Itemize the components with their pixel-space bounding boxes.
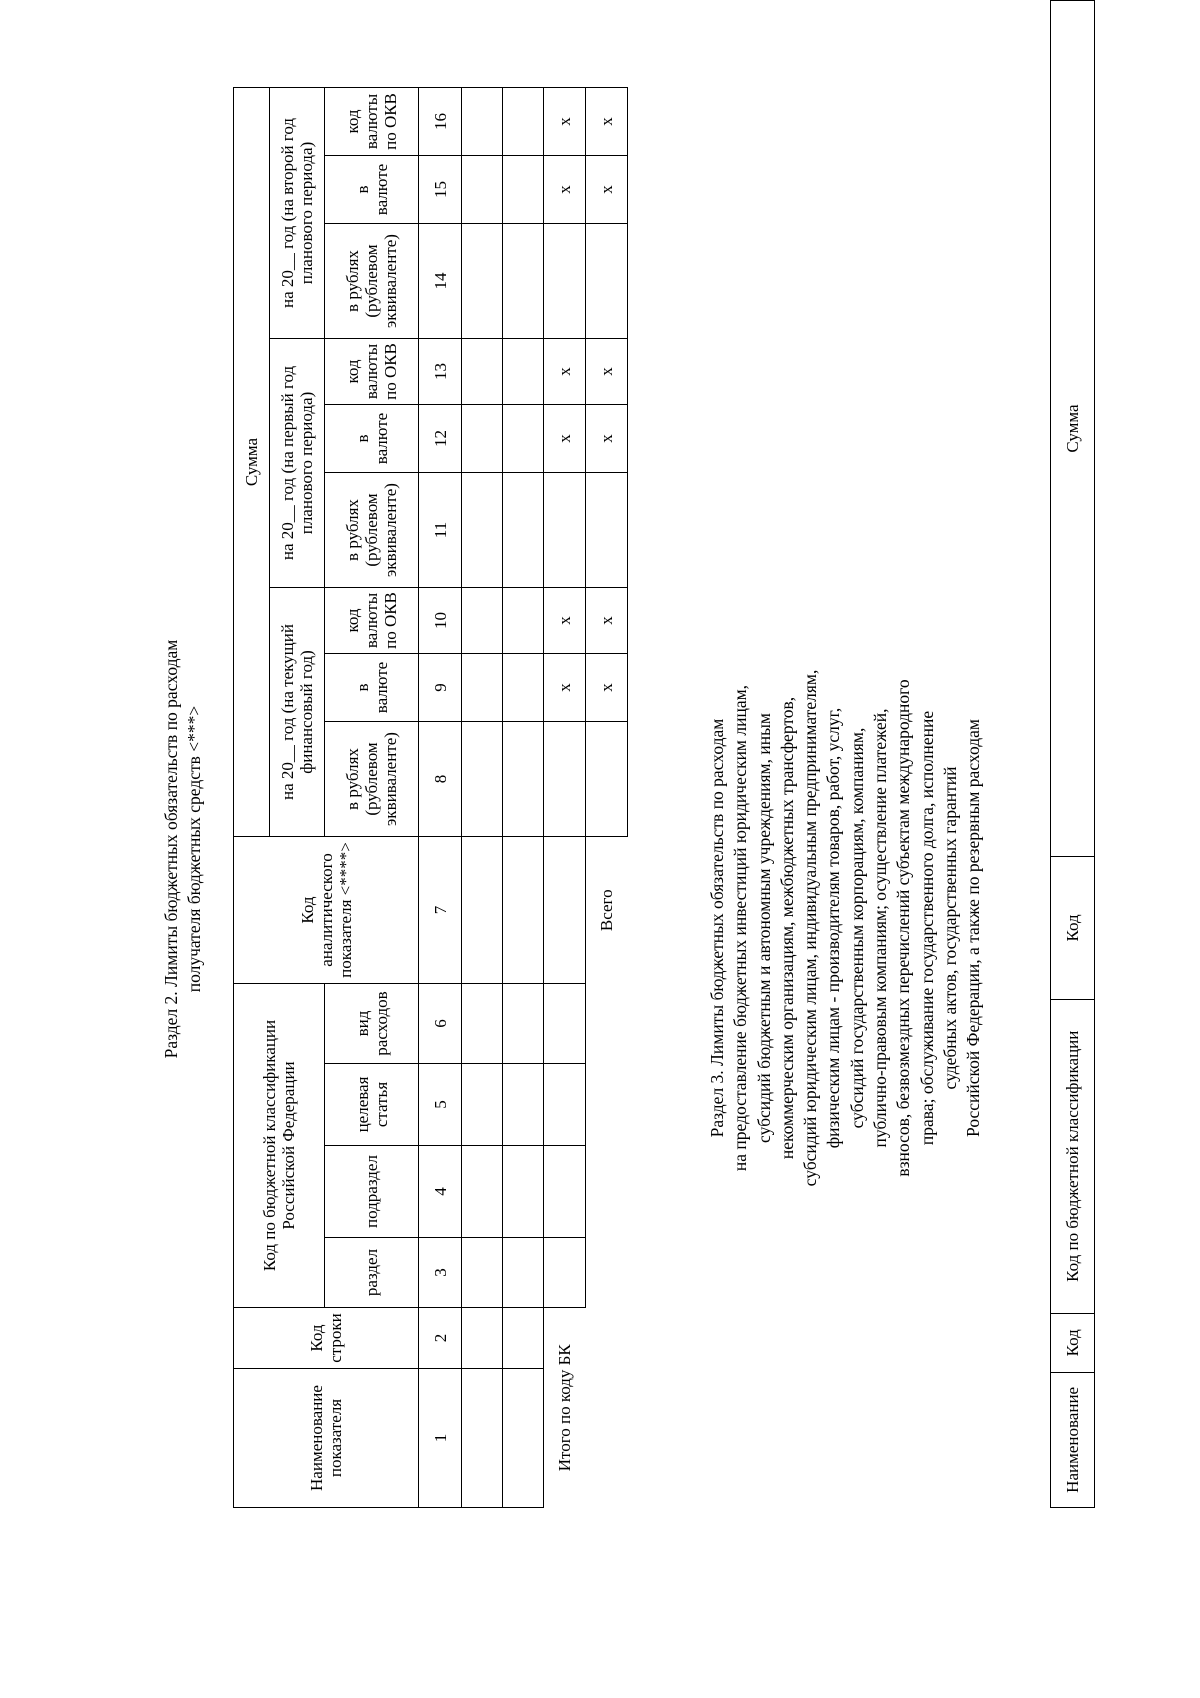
table-cell[interactable] (544, 722, 586, 837)
cell-x: x (544, 339, 586, 405)
section2-title-line1: Раздел 2. Лимиты бюджетных обязательств по расходам (161, 639, 181, 1059)
table-cell[interactable] (503, 405, 544, 473)
table-cell[interactable] (586, 722, 628, 837)
total-all-row (586, 88, 628, 1508)
col-num: 11 (419, 473, 462, 588)
header-razdel: раздел (325, 1238, 419, 1308)
table-cell[interactable] (462, 156, 503, 224)
header-okv-current: код валюты по ОКВ (325, 588, 419, 654)
col-num: 4 (419, 1146, 462, 1238)
section2-title (160, 150, 206, 1548)
header-analytic-code: Код аналитического показателя <****> (234, 837, 419, 984)
section3-title-line: публично-правовым компаниям; осуществление платежей, (870, 708, 891, 1148)
section3-header-sum: Сумма (1051, 1, 1095, 857)
table-cell[interactable] (503, 224, 544, 339)
header-val-second: в валюте (325, 156, 419, 224)
header-val-first: в валюте (325, 405, 419, 473)
table-cell[interactable] (503, 588, 544, 654)
col-num: 7 (419, 837, 462, 984)
table-cell[interactable] (544, 1146, 586, 1238)
cell-x: x (586, 588, 628, 654)
header-bk: Код по бюджетной классификации Российской Федерации (234, 984, 325, 1308)
table-cell[interactable] (462, 1369, 503, 1508)
col-num: 12 (419, 405, 462, 473)
section3-title-line: на предоставление бюджетных инвестиций юридическим лицам, (730, 684, 751, 1172)
table-cell[interactable] (503, 1146, 544, 1238)
cell-x: x (544, 88, 586, 156)
table-cell[interactable] (462, 837, 503, 984)
col-num: 13 (419, 339, 462, 405)
table-cell[interactable] (503, 1238, 544, 1308)
table-cell[interactable] (462, 654, 503, 722)
col-num: 16 (419, 88, 462, 156)
col-num: 5 (419, 1064, 462, 1146)
section3-title (706, 418, 986, 1438)
header-rub-first: в рублях (рублевом эквиваленте) (325, 473, 419, 588)
cell-x: x (586, 339, 628, 405)
section3-title-line: судебных актов, государственных гарантий (939, 766, 960, 1090)
table-cell[interactable] (462, 1064, 503, 1146)
table-cell[interactable] (503, 654, 544, 722)
cell-x: x (586, 156, 628, 224)
table-cell[interactable] (586, 224, 628, 339)
table-cell[interactable] (544, 1238, 586, 1308)
cell-x: x (544, 588, 586, 654)
table-cell[interactable] (462, 224, 503, 339)
section3-title-line: некоммерческим организациям, межбюджетных трансфертов, (776, 696, 797, 1160)
section3-title-line: Раздел 3. Лимиты бюджетных обязательств по расходам (707, 718, 727, 1138)
header-sum: Сумма (234, 88, 270, 837)
table-cell[interactable] (462, 473, 503, 588)
table-cell[interactable] (544, 984, 586, 1064)
table-cell[interactable] (503, 339, 544, 405)
table-row (462, 88, 503, 1508)
section3-title-line: субсидий юридическим лицам, индивидуальным предпринимателям, (800, 669, 821, 1187)
section3-title-line: субсидий государственным корпорациям, компаниям, (846, 727, 867, 1129)
cell-x: x (544, 405, 586, 473)
section2-limits-table (233, 87, 628, 1508)
header-okv-first: код валюты по ОКВ (325, 339, 419, 405)
cell-x: x (586, 405, 628, 473)
total-all-label: Всего (597, 889, 617, 932)
column-numbers-row (419, 88, 462, 1508)
col-num: 3 (419, 1238, 462, 1308)
table-cell[interactable] (462, 588, 503, 654)
col-num: 15 (419, 156, 462, 224)
table-cell[interactable] (462, 1146, 503, 1238)
section3-title-line: Российской Федерации, а также по резервным расходам (963, 719, 984, 1137)
table-cell[interactable] (544, 1064, 586, 1146)
table-cell[interactable] (503, 984, 544, 1064)
table-cell[interactable] (503, 1064, 544, 1146)
table-cell[interactable] (544, 224, 586, 339)
table-cell[interactable] (462, 722, 503, 837)
header-podrazdel: подраздел (325, 1146, 419, 1238)
col-num: 1 (419, 1369, 462, 1508)
table-cell[interactable] (462, 1238, 503, 1308)
table-cell[interactable] (503, 1369, 544, 1508)
table-cell[interactable] (503, 722, 544, 837)
section3-header-code: Код (1051, 1313, 1095, 1372)
section3-header-bk: Код по бюджетной классификации (1051, 999, 1095, 1313)
col-num: 14 (419, 224, 462, 339)
header-year-first: на 20__ год (на первый год планового периода) (270, 339, 325, 588)
table-cell[interactable] (503, 156, 544, 224)
header-year-second: на 20__ год (на второй год планового периода) (270, 88, 325, 339)
header-rub-current: в рублях (рублевом эквиваленте) (325, 722, 419, 837)
section3-title-line: взносов, безвозмездных перечислений субъектам международного (893, 679, 914, 1177)
section2-title-line2: получателя бюджетных средств <***> (184, 705, 204, 993)
cell-x: x (586, 88, 628, 156)
table-cell[interactable] (462, 405, 503, 473)
table-cell[interactable] (462, 1308, 503, 1369)
table-cell[interactable] (503, 1308, 544, 1369)
section3-title-line: физическим лицам - производителям товаров, работ, услуг, (823, 707, 844, 1149)
table-cell[interactable] (544, 837, 586, 984)
section3-title-line: субсидий бюджетным и автономным учреждениям, иным (753, 713, 774, 1143)
table-cell[interactable] (503, 837, 544, 984)
header-val-current: в валюте (325, 654, 419, 722)
table-cell[interactable] (503, 88, 544, 156)
cell-x: x (586, 654, 628, 722)
col-num: 10 (419, 588, 462, 654)
header-vid: вид расходов (325, 984, 419, 1064)
table-cell[interactable] (503, 473, 544, 588)
table-cell[interactable] (462, 984, 503, 1064)
section3-header-name: Наименование (1051, 1372, 1095, 1507)
table-cell[interactable] (544, 473, 586, 588)
total-bk-row (544, 88, 586, 1508)
table-cell[interactable] (462, 88, 503, 156)
table-row (503, 88, 544, 1508)
total-bk-label: Итого по коду БК (555, 1344, 575, 1472)
header-year-current: на 20__ год (на текущий финансовый год) (270, 588, 325, 837)
col-num: 6 (419, 984, 462, 1064)
col-num: 9 (419, 654, 462, 722)
section3-title-line: права; обслуживание государственного долга, исполнение (916, 710, 937, 1146)
header-name: Наименование показателя (234, 1369, 419, 1508)
cell-x: x (544, 654, 586, 722)
section3-table (1050, 0, 1095, 1508)
header-rub-second: в рублях (рублевом эквиваленте) (325, 224, 419, 339)
table-cell[interactable] (462, 339, 503, 405)
header-okv-second: код валюты по ОКВ (325, 88, 419, 156)
header-code-row: Код строки (234, 1308, 419, 1369)
col-num: 2 (419, 1308, 462, 1369)
table-cell[interactable] (586, 473, 628, 588)
header-tselevaya: целевая статья (325, 1064, 419, 1146)
section3-header-code2: Код (1051, 857, 1095, 1000)
cell-x: x (544, 156, 586, 224)
col-num: 8 (419, 722, 462, 837)
